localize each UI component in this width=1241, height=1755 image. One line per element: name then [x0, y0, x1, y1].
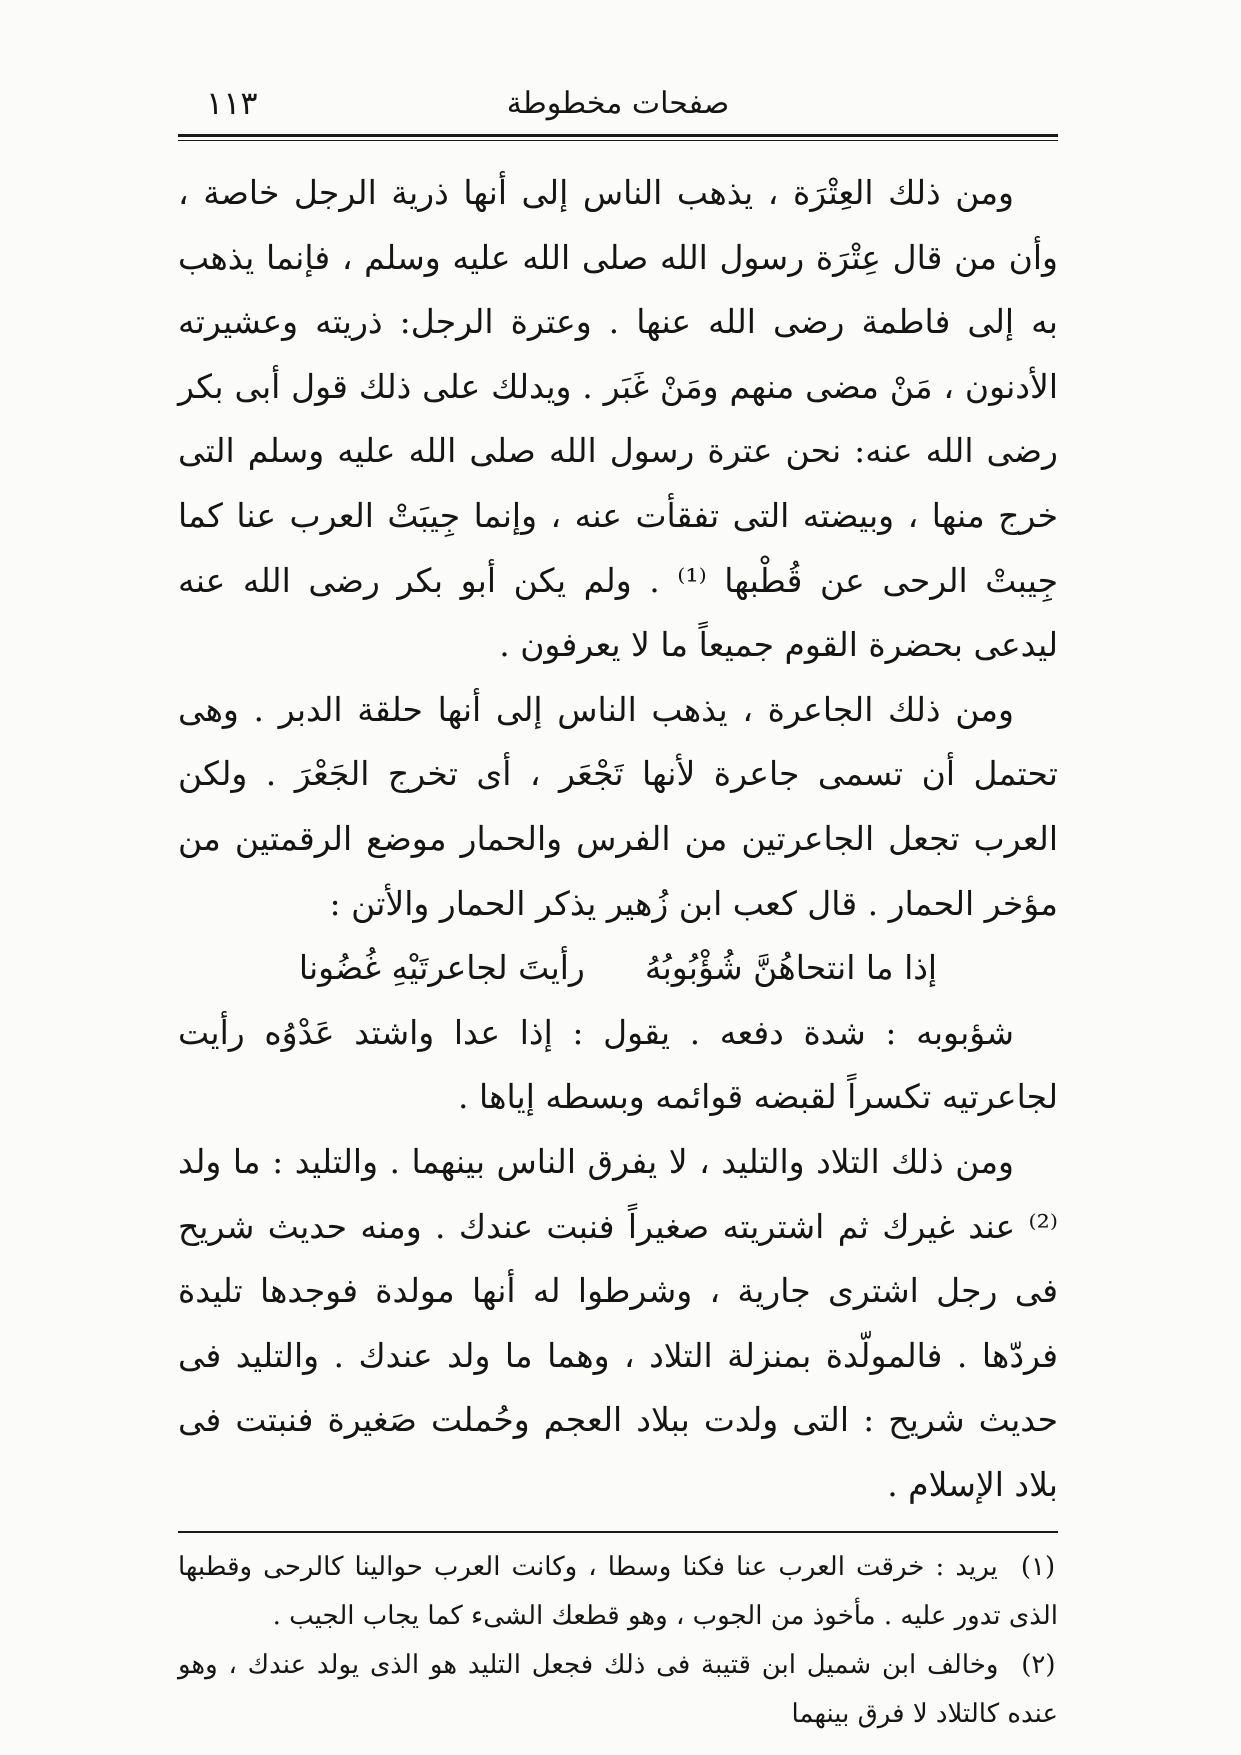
text-line: من قال عِتْرَة رسول الله صلى الله عليه وسلم ، فإنما يذهب به إلى فاطمة: [178, 237, 1058, 342]
text-line: اشترى جارية ، وشرطوا له أنها مولدة فوجدها تليدة فردّها . فالمولّدة: [178, 1271, 1058, 1375]
text-line: الجاعرتين من الفرس والحمار موضع الرقمتين من مؤخر الحمار . قال كعب: [178, 818, 1058, 923]
text-line: ببلاد العجم وحُملت صَغيرة فنبتت فى بلاد الإسلام .: [178, 1400, 1058, 1504]
page-number: ١١٣: [206, 84, 258, 122]
text-line: ومَنْ غَبَر . ويدلك على ذلك قول أبى بكر رضى الله عنه: نحن عترة رسول: [178, 366, 1058, 471]
footnote-mark: (٢): [1021, 1650, 1056, 1681]
verse-first-hemistich: إذا ما انتحاهُنَّ شُؤْبُوبُهُ: [644, 948, 938, 988]
text-line: ابن زُهير يذكر الحمار والأتن :: [329, 883, 723, 923]
header-rule: [178, 134, 1058, 141]
text-line: ومن ذلك الجاعرة ، يذهب الناس إلى أنها حلقة الدبر . وهى تحتمل: [178, 689, 1058, 794]
text-line: أن تسمى جاعرة لأنها تَجْعَر ، أى تخرج الجَعْرَ . ولكن العرب تجعل: [178, 754, 1059, 858]
footnote-2: [178, 1641, 1058, 1739]
running-title: صفحات مخطوطة: [506, 86, 730, 121]
paragraph-itra: [178, 161, 1058, 678]
footnote-mark: (١): [1020, 1552, 1056, 1583]
text-line: ومن ذلك العِتْرَة ، يذهب الناس إلى أنها ذرية الرجل خاصة ، وأن: [178, 173, 1058, 277]
paragraph-tilad: [178, 1130, 1058, 1518]
page-header: [178, 80, 1058, 134]
text-line: الله صلى الله عليه وسلم التى خرج منها ، وبيضته التى تفقأت عنه ، وإنما: [178, 431, 1059, 535]
footnote-1: [178, 1543, 1058, 1641]
text-line: رضى الله عنها . وعترة الرجل: ذريته وعشيرته الأدنون ، مَنْ مضى منهم: [178, 302, 1058, 406]
text-line: عند غيرك ثم اشتريته صغيراً فنبت عندك . ومنه حديث شريح فى رجل: [178, 1206, 1058, 1311]
footnote-line: يريد : خرقت العرب عنا فكنا وسطا ، وكانت العرب حوالينا كالرحى وقطبها: [178, 1552, 998, 1583]
poem-verse: [178, 936, 1058, 1001]
footnotes: [178, 1543, 1058, 1739]
paragraph-jaira: [178, 678, 1058, 936]
main-text: [178, 161, 1058, 1517]
verse-second-hemistich: رأيتَ لجاعرتَيْهِ غُضُونا: [298, 948, 585, 988]
text-line: تكسراً لقبضه قوائمه وبسطه إياها .: [458, 1077, 932, 1117]
footnote-separator: [178, 1531, 1058, 1533]
text-line: جِيبَتْ العرب عنا كما جِيبتْ الرحى عن قُطْبها ⁽¹⁾ . ولم يكن أبو بكر رضى: [178, 495, 1058, 600]
paragraph-verse-gloss: [178, 1001, 1058, 1130]
text-line: شؤبوبه : شدة دفعه . يقول : إذا عدا واشتد عَدْوُه رأيت لجاعرتيه: [178, 1012, 1058, 1117]
footnote-line: عنده كالتلاد لا فرق بينهما: [791, 1699, 1058, 1730]
text-line: ومن ذلك التلاد والتليد ، لا يفرق الناس بينهما . والتليد : ما ولد ⁽²⁾: [178, 1141, 1058, 1246]
footnote-line: الذى تدور عليه . مأخوذ من الجوب ، وهو قطعك الشىء كما يجاب الجيب .: [272, 1601, 1058, 1632]
text-line: بمنزلة التلاد ، وهما ما ولد عندك . والتليد فى حديث شريح : التى ولدت: [178, 1335, 1058, 1440]
book-page: [178, 80, 1059, 1730]
text-line: الله عنه ليدعى بحضرة القوم جميعاً ما لا يعرفون .: [178, 560, 1058, 665]
footnote-line: وخالف ابن شميل ابن قتيبة فى ذلك فجعل التليد هو الذى يولد عندك ، وهو: [178, 1650, 999, 1681]
